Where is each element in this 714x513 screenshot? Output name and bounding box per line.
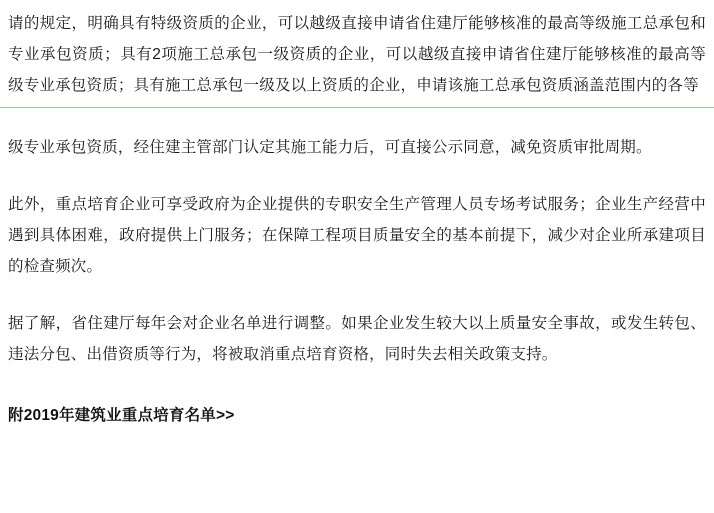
paragraph-2: 此外，重点培育企业可享受政府为企业提供的专职安全生产管理人员专场考试服务；企业生产经营中遇到具体困难，政府提供上门服务；在保障工程项目质量安全的基本前提下，减少对企业所承建项目的检查频次。 [8, 196, 706, 275]
paragraph-1: 级专业承包资质，经住建主管部门认定其施工能力后，可直接公示同意，减免资质审批周期。 [8, 139, 652, 156]
attachment-link[interactable]: 附2019年建筑业重点培育名单>> [8, 407, 235, 424]
paragraph-highlighted: 请的规定，明确具有特级资质的企业，可以越级直接申请省住建厅能够核准的最高等级施工总承包和专业承包资质；具有2项施工总承包一级资质的企业，可以越级直接申请省住建厅能够核准的最高等级专业承包资质；具有施工总承包一级及以上资质的企业，申请该施工总承包资质涵盖范围内的各等 [8, 15, 706, 94]
paragraph-3: 据了解，省住建厅每年会对企业名单进行调整。如果企业发生较大以上质量安全事故，或发生转包、违法分包、出借资质等行为，将被取消重点培育资格，同时失去相关政策支持。 [8, 315, 706, 363]
highlighted-text-block [0, 0, 714, 108]
document-body [0, 132, 714, 431]
